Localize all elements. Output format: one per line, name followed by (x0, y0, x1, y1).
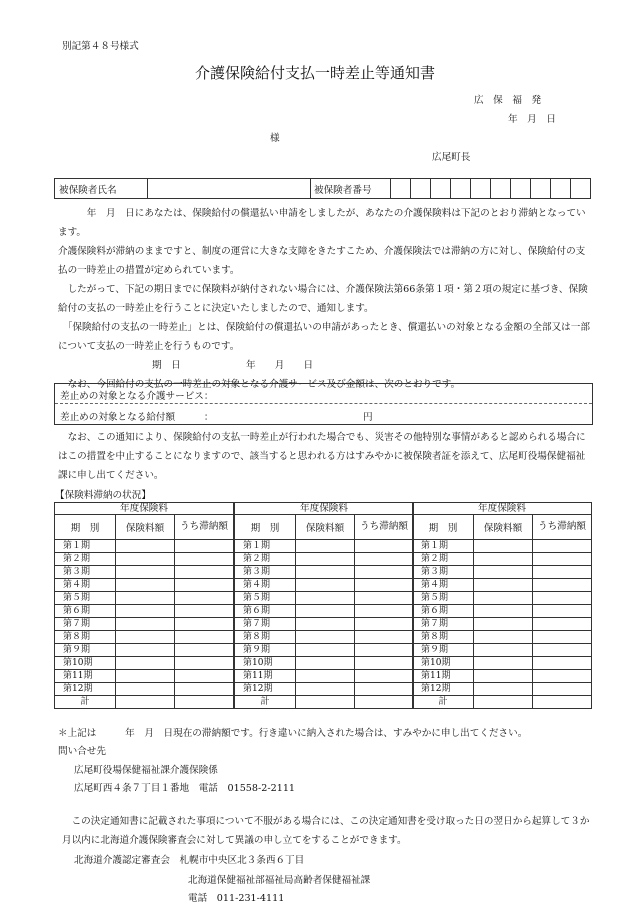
arrears-tables (54, 502, 591, 722)
period-label: 第12期 (55, 683, 116, 696)
overdue-amount-cell[interactable] (355, 631, 414, 644)
overdue-amount-cell[interactable] (533, 579, 592, 592)
document-title: 介護保険給付支払一時差止等通知書 (194, 64, 435, 82)
column-header: 期 別 (413, 515, 474, 540)
insured-number-digit[interactable] (491, 179, 511, 199)
arrears-table (412, 502, 592, 709)
year-header: 年度保険料 (413, 503, 592, 515)
service-line (55, 384, 592, 404)
table-row (55, 553, 234, 566)
overdue-amount-cell[interactable] (355, 592, 414, 605)
overdue-amount-cell[interactable] (175, 670, 234, 683)
table-row (235, 670, 414, 683)
table-row (413, 618, 592, 631)
period-label: 第７期 (55, 618, 116, 631)
premium-amount-cell[interactable] (474, 566, 533, 579)
overdue-amount-cell[interactable] (533, 631, 592, 644)
addressee-suffix: 様 (270, 133, 280, 144)
overdue-amount-cell[interactable] (533, 605, 592, 618)
table-row (55, 605, 234, 618)
table-row (55, 618, 234, 631)
insured-number-digit[interactable] (471, 179, 491, 199)
premium-amount-cell[interactable] (474, 696, 533, 709)
premium-amount-cell[interactable] (116, 644, 175, 657)
overdue-amount-cell[interactable] (533, 553, 592, 566)
premium-amount-cell[interactable] (116, 631, 175, 644)
premium-amount-cell[interactable] (474, 670, 533, 683)
period-label: 第９期 (235, 644, 296, 657)
premium-amount-cell[interactable] (296, 592, 355, 605)
table-row (235, 631, 414, 644)
insured-number-digit[interactable] (511, 179, 531, 199)
overdue-amount-cell[interactable] (175, 566, 234, 579)
premium-amount-cell[interactable] (474, 579, 533, 592)
premium-amount-cell[interactable] (116, 670, 175, 683)
period-label: 第２期 (235, 553, 296, 566)
appeal-body: 北海道介護認定審査会 札幌市中央区北３条西６丁目 (74, 855, 305, 866)
table-row (235, 592, 414, 605)
table-row (235, 553, 414, 566)
period-label: 第３期 (235, 566, 296, 579)
table-row (413, 657, 592, 670)
insured-number-digit[interactable] (451, 179, 471, 199)
table-row (413, 644, 592, 657)
footnote: ＊上記は 年 月 日現在の滞納額です。行き違いに納入された場合は、すみやかに申し出てください。 (58, 728, 528, 739)
premium-amount-cell[interactable] (474, 683, 533, 696)
column-header: 保険料額 (116, 515, 175, 540)
insured-name-field[interactable] (148, 179, 311, 199)
insured-number-digit[interactable] (391, 179, 411, 199)
premium-amount-cell[interactable] (116, 683, 175, 696)
insured-number-digit[interactable] (571, 179, 591, 199)
premium-amount-cell[interactable] (296, 579, 355, 592)
amount-unit: 円 (363, 412, 373, 423)
appeal-paragraph: この決定通知書に記載された事項について不服がある場合には、この決定通知書を受け取った日の翌日から起算して３か月以内に北海道介護保険審査会に対して異議の申し立てをすることができます。 (62, 816, 590, 846)
table-row (235, 605, 414, 618)
overdue-amount-cell[interactable] (533, 657, 592, 670)
premium-amount-cell[interactable] (474, 605, 533, 618)
amount-label: 差止めの対象となる給付額 ： (60, 412, 214, 423)
overdue-amount-cell[interactable] (533, 540, 592, 553)
period-label: 第７期 (235, 618, 296, 631)
overdue-amount-cell[interactable] (533, 592, 592, 605)
table-row (55, 592, 234, 605)
overdue-amount-cell[interactable] (355, 618, 414, 631)
arrears-table (54, 502, 234, 709)
period-label: 第６期 (235, 605, 296, 618)
overdue-amount-cell[interactable] (175, 553, 234, 566)
overdue-amount-cell[interactable] (533, 644, 592, 657)
table-row (235, 683, 414, 696)
premium-amount-cell[interactable] (296, 644, 355, 657)
premium-amount-cell[interactable] (296, 618, 355, 631)
premium-amount-cell[interactable] (474, 631, 533, 644)
table-row (413, 631, 592, 644)
table-row (235, 540, 414, 553)
table-row (413, 579, 592, 592)
premium-amount-cell[interactable] (474, 592, 533, 605)
table-row (55, 670, 234, 683)
column-header: うち滞納額 (533, 515, 592, 540)
premium-amount-cell[interactable] (296, 670, 355, 683)
premium-amount-cell[interactable] (296, 631, 355, 644)
column-header: 期 別 (55, 515, 116, 540)
period-label: 第６期 (55, 605, 116, 618)
period-label: 第11期 (55, 670, 116, 683)
column-header: 保険料額 (474, 515, 533, 540)
premium-amount-cell[interactable] (474, 540, 533, 553)
overdue-amount-cell[interactable] (355, 683, 414, 696)
table-row (413, 553, 592, 566)
period-label: 第１期 (413, 540, 474, 553)
overdue-amount-cell[interactable] (175, 605, 234, 618)
arrears-section-title: 【保険料滞納の状況】 (55, 490, 151, 501)
table-row (235, 618, 414, 631)
premium-amount-cell[interactable] (116, 605, 175, 618)
premium-amount-cell[interactable] (296, 657, 355, 670)
table-row (413, 566, 592, 579)
table-row (55, 540, 234, 553)
insured-number-digit[interactable] (431, 179, 451, 199)
suspension-box (54, 383, 593, 425)
premium-amount-cell[interactable] (474, 657, 533, 670)
total-row (235, 696, 414, 709)
table-row (55, 683, 234, 696)
table-row (413, 670, 592, 683)
premium-amount-cell[interactable] (296, 605, 355, 618)
column-header: うち滞納額 (355, 515, 414, 540)
period-label: 第12期 (413, 683, 474, 696)
period-label: 第11期 (413, 670, 474, 683)
period-label: 第８期 (413, 631, 474, 644)
deadline-label: 期 日 (152, 360, 181, 371)
year-header: 年度保険料 (235, 503, 414, 515)
overdue-amount-cell[interactable] (355, 540, 414, 553)
overdue-amount-cell[interactable] (533, 696, 592, 709)
period-label: 第８期 (55, 631, 116, 644)
overdue-amount-cell[interactable] (533, 670, 592, 683)
table-row (235, 657, 414, 670)
overdue-amount-cell[interactable] (175, 657, 234, 670)
premium-amount-cell[interactable] (296, 540, 355, 553)
body-paragraph: 「保険給付の支払の一時差止」とは、保険給付の償還払いの申請があったとき、償還払いの対象となる金額の全部又は一部について支払の一時差止を行うものです。 (58, 322, 590, 352)
insured-number-digit[interactable] (411, 179, 431, 199)
table-row (235, 644, 414, 657)
table-row (55, 566, 234, 579)
total-label: 計 (235, 696, 296, 709)
sender-name: 広尾町長 (432, 152, 471, 163)
document-number: 広 保 福 発 (474, 95, 542, 106)
premium-amount-cell[interactable] (116, 657, 175, 670)
period-label: 第９期 (55, 644, 116, 657)
overdue-amount-cell[interactable] (175, 592, 234, 605)
total-row (55, 696, 234, 709)
period-label: 第12期 (235, 683, 296, 696)
contact-heading: 問い合せ先 (58, 746, 106, 757)
period-label: 第６期 (413, 605, 474, 618)
period-label: 第10期 (235, 657, 296, 670)
table-row (413, 592, 592, 605)
period-label: 第５期 (235, 592, 296, 605)
period-label: 第４期 (413, 579, 474, 592)
table-row (235, 566, 414, 579)
overdue-amount-cell[interactable] (355, 579, 414, 592)
deadline-value: 年 月 日 (246, 360, 314, 371)
premium-amount-cell[interactable] (116, 566, 175, 579)
body-paragraph: なお、今回給付の支払の一時差止の対象となる介護サービス及び金額は、次のとおりです。 (58, 379, 461, 390)
insured-name-label: 被保険者氏名 (55, 179, 148, 199)
total-label: 計 (413, 696, 474, 709)
premium-amount-cell[interactable] (116, 553, 175, 566)
table-row (55, 657, 234, 670)
table-row (55, 579, 234, 592)
period-label: 第11期 (235, 670, 296, 683)
insured-number-label: 被保険者番号 (311, 179, 391, 199)
overdue-amount-cell[interactable] (533, 683, 592, 696)
overdue-amount-cell[interactable] (175, 631, 234, 644)
premium-amount-cell[interactable] (296, 683, 355, 696)
overdue-amount-cell[interactable] (533, 618, 592, 631)
period-label: 第９期 (413, 644, 474, 657)
period-label: 第１期 (55, 540, 116, 553)
overdue-amount-cell[interactable] (175, 618, 234, 631)
service-label: 差止めの対象となる介護サービス： (60, 391, 214, 402)
period-label: 第２期 (413, 553, 474, 566)
overdue-amount-cell[interactable] (175, 644, 234, 657)
period-label: 第10期 (413, 657, 474, 670)
overdue-amount-cell[interactable] (175, 540, 234, 553)
period-label: 第２期 (55, 553, 116, 566)
period-label: 第３期 (55, 566, 116, 579)
overdue-amount-cell[interactable] (355, 657, 414, 670)
insured-number-digit[interactable] (531, 179, 551, 199)
table-row (413, 605, 592, 618)
period-label: 第４期 (55, 579, 116, 592)
overdue-amount-cell[interactable] (355, 566, 414, 579)
overdue-amount-cell[interactable] (355, 670, 414, 683)
period-label: 第１期 (235, 540, 296, 553)
insured-person-table (54, 178, 591, 199)
total-row (413, 696, 592, 709)
column-header: うち滞納額 (175, 515, 234, 540)
issue-date: 年 月 日 (508, 114, 556, 125)
premium-amount-cell[interactable] (474, 553, 533, 566)
premium-amount-cell[interactable] (116, 696, 175, 709)
period-label: 第５期 (413, 592, 474, 605)
premium-amount-cell[interactable] (296, 553, 355, 566)
table-row (235, 579, 414, 592)
body-paragraph: したがって、下記の期日までに保険料が納付されない場合には、介護保険法第66条第１項・第２項の規定に基づき、保険給付の支払の一時差止を行うことに決定いたしましたので、通知します。 (58, 284, 588, 314)
table-row (413, 540, 592, 553)
insured-number-digit[interactable] (551, 179, 571, 199)
overdue-amount-cell[interactable] (175, 579, 234, 592)
period-label: 第３期 (413, 566, 474, 579)
period-label: 第７期 (413, 618, 474, 631)
premium-amount-cell[interactable] (116, 540, 175, 553)
table-row (413, 683, 592, 696)
premium-amount-cell[interactable] (474, 644, 533, 657)
period-label: 第10期 (55, 657, 116, 670)
appeal-phone: 電話 011-231-4111 (188, 893, 285, 904)
premium-amount-cell[interactable] (116, 579, 175, 592)
overdue-amount-cell[interactable] (533, 566, 592, 579)
notice-paragraph: なお、この通知により、保険給付の支払一時差止が行われた場合でも、災害その他特別な事情があると認められる場合にはこの措置を中止することになりますので、該当すると思われる方はすみやかに被保険者証を添えて、広尾町役場保健福祉課に申し出てください。 (58, 432, 586, 481)
premium-amount-cell[interactable] (116, 592, 175, 605)
column-header: 保険料額 (296, 515, 355, 540)
period-label: 第５期 (55, 592, 116, 605)
period-label: 第８期 (235, 631, 296, 644)
overdue-amount-cell[interactable] (355, 605, 414, 618)
period-label: 第４期 (235, 579, 296, 592)
overdue-amount-cell[interactable] (355, 696, 414, 709)
overdue-amount-cell[interactable] (175, 696, 234, 709)
contact-office: 広尾町役場保健福祉課介護保険係 (74, 765, 218, 776)
form-number: 別記第４８号様式 (62, 41, 139, 52)
premium-amount-cell[interactable] (296, 696, 355, 709)
year-header: 年度保険料 (55, 503, 234, 515)
column-header: 期 別 (235, 515, 296, 540)
body-paragraph: 介護保険料が滞納のままですと、制度の運営に大きな支障をきたすこため、介護保険法では滞納の方に対し、保険給付の支払の一時差止の措置が定められています。 (58, 246, 586, 276)
table-row (55, 631, 234, 644)
premium-amount-cell[interactable] (116, 618, 175, 631)
table-row (55, 644, 234, 657)
overdue-amount-cell[interactable] (355, 644, 414, 657)
premium-amount-cell[interactable] (474, 618, 533, 631)
body-paragraph: 年 月 日にあなたは、保険給付の償還払い申請をしましたが、あなたの介護保険料は下記のとおり滞納となっています。 (58, 208, 586, 238)
overdue-amount-cell[interactable] (175, 683, 234, 696)
premium-amount-cell[interactable] (296, 566, 355, 579)
contact-address: 広尾町西４条７丁目１番地 電話 01558-2-2111 (74, 783, 296, 794)
total-label: 計 (55, 696, 116, 709)
arrears-table (234, 502, 414, 709)
overdue-amount-cell[interactable] (355, 553, 414, 566)
appeal-department: 北海道保健福祉部福祉局高齢者保健福祉課 (188, 875, 371, 886)
